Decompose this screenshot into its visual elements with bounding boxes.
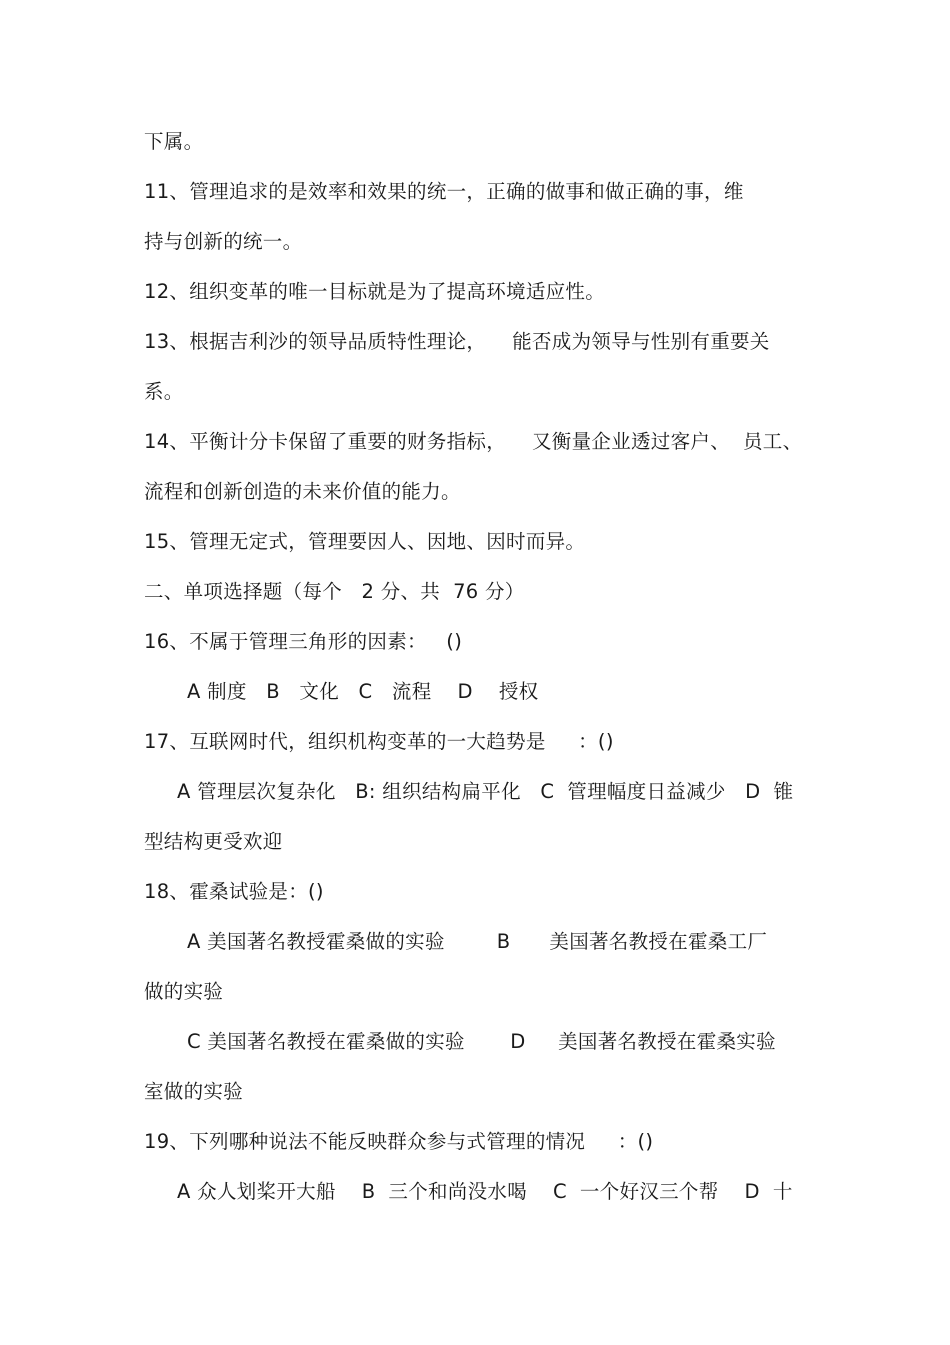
options-17: A 管理层次复杂化 B: 组织结构扁平化 C 管理幅度日益减少 D 锥: [177, 780, 794, 803]
question-11: 11、管理追求的是效率和效果的统一，正确的做事和做正确的事，维: [144, 180, 744, 203]
text-line: 型结构更受欢迎: [144, 830, 283, 853]
text-line: 做的实验: [144, 980, 224, 1003]
question-18: 18、霍桑试验是：(): [144, 880, 324, 903]
question-13: 13、根据吉利沙的领导品质特性理论， 能否成为领导与性别有重要关: [144, 330, 770, 353]
question-17: 17、互联网时代，组织机构变革的一大趋势是 ：(): [144, 730, 614, 753]
question-19: 19、下列哪种说法不能反映群众参与式管理的情况 ：(): [144, 1130, 654, 1153]
text-line: 流程和创新创造的未来价值的能力。: [144, 480, 461, 503]
question-12: 12、组织变革的唯一目标就是为了提高环境适应性。: [144, 280, 606, 303]
options-19: A 众人划桨开大船 B 三个和尚没水喝 C 一个好汉三个帮 D 十: [177, 1180, 793, 1203]
text-line: 系。: [144, 380, 184, 403]
question-14: 14、平衡计分卡保留了重要的财务指标， 又衡量企业透过客户、 员工、: [144, 430, 803, 453]
question-16: 16、不属于管理三角形的因素： (): [144, 630, 463, 653]
options-16: A 制度 B 文化 C 流程 D 授权: [187, 680, 539, 703]
options-18: A 美国著名教授霍桑做的实验 B 美国著名教授在霍桑工厂: [187, 930, 768, 953]
text-line: 持与创新的统一。: [144, 230, 303, 253]
text-line: 室做的实验: [144, 1080, 244, 1103]
question-15: 15、管理无定式，管理要因人、因地、因时而异。: [144, 530, 586, 553]
options-18: C 美国著名教授在霍桑做的实验 D 美国著名教授在霍桑实验: [187, 1030, 776, 1053]
section-heading: 二、单项选择题（每个 2 分、共 76 分）: [144, 580, 525, 603]
text-line: 下属。: [144, 130, 204, 153]
